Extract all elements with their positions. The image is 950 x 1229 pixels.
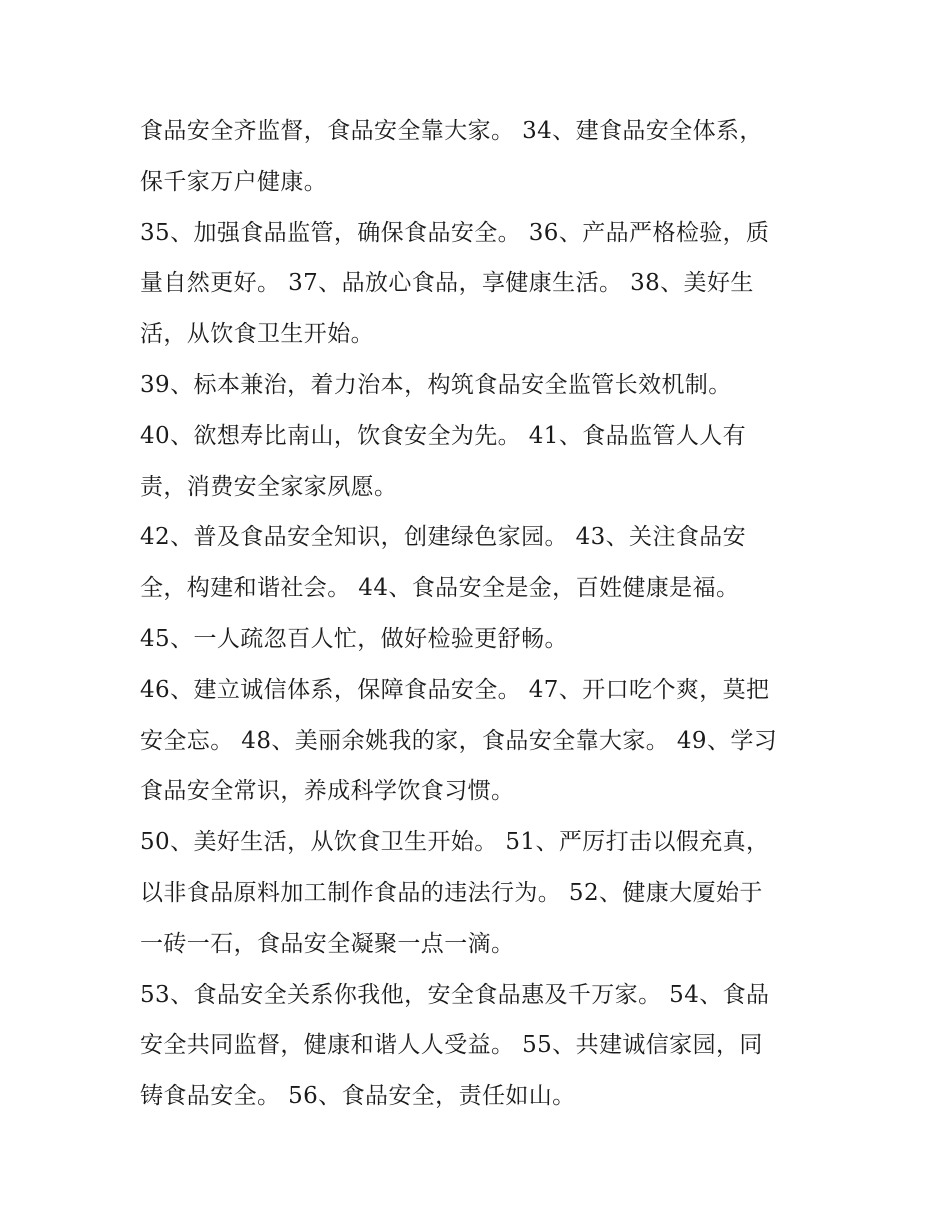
text-line: 40、欲想寿比南山，饮食安全为先。 41、食品监管人人有 — [140, 422, 747, 449]
text-body — [140, 106, 820, 1122]
text-line: 46、建立诚信体系，保障食品安全。 47、开口吃个爽，莫把 — [140, 676, 770, 703]
text-line: 责，消费安全家家夙愿。 — [140, 473, 398, 500]
text-line: 一砖一石，食品安全凝聚一点一滴。 — [140, 930, 515, 957]
text-line: 45、一人疏忽百人忙，做好检验更舒畅。 — [140, 625, 568, 652]
text-line: 50、美好生活，从饮食卫生开始。 51、严厉打击以假充真， — [140, 829, 770, 856]
text-line: 安全共同监督，健康和谐人人受益。 55、共建诚信家园，同 — [140, 1032, 763, 1059]
text-line: 安全忘。 48、美丽余姚我的家，食品安全靠大家。 49、学习 — [140, 727, 778, 754]
text-line: 以非食品原料加工制作食品的违法行为。 52、健康大厦始于 — [140, 879, 763, 906]
text-line: 保千家万户健康。 — [140, 168, 328, 195]
text-line: 量自然更好。 37、品放心食品，享健康生活。 38、美好生 — [140, 270, 754, 297]
text-line: 铸食品安全。 56、食品安全，责任如山。 — [140, 1083, 576, 1110]
text-line: 食品安全齐监督，食品安全靠大家。 34、建食品安全体系， — [140, 118, 763, 144]
text-line: 53、食品安全关系你我他，安全食品惠及千万家。 54、食品 — [140, 981, 770, 1008]
text-line: 活，从饮食卫生开始。 — [140, 321, 374, 348]
text-line: 39、标本兼治，着力治本，构筑食品安全监管长效机制。 — [140, 371, 732, 398]
text-line: 42、普及食品安全知识，创建绿色家园。 43、关注食品安 — [140, 524, 747, 551]
text-line: 食品安全常识，养成科学饮食习惯。 — [140, 778, 515, 805]
text-line: 35、加强食品监管，确保食品安全。 36、产品严格检验，质 — [140, 219, 770, 246]
text-line: 全，构建和谐社会。 44、食品安全是金，百姓健康是福。 — [140, 575, 740, 602]
